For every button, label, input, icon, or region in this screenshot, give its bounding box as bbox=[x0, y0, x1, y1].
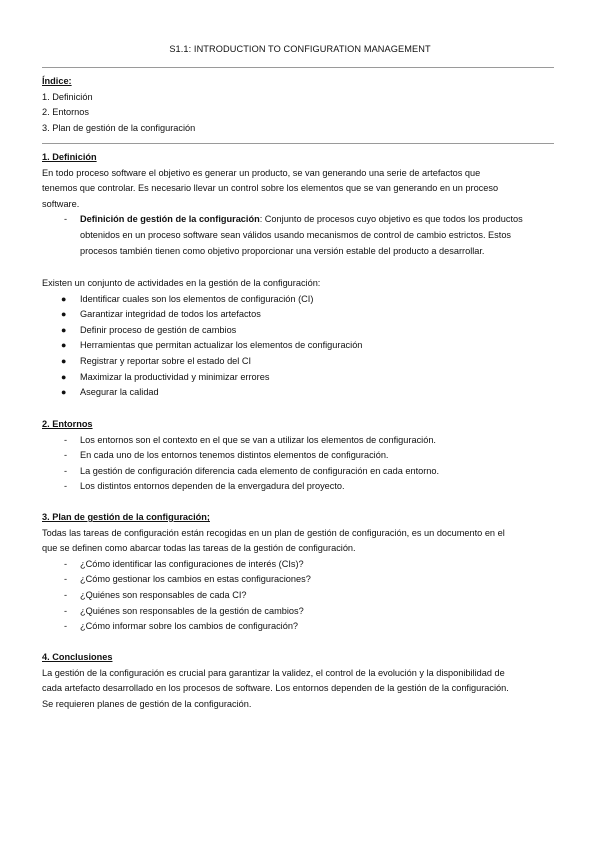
definition-line-2: obtenidos en un proceso software sean válidos usando mecanismos de control de cambio estrictos. Estos bbox=[80, 229, 512, 240]
dash-marker: - bbox=[64, 589, 68, 600]
dash-marker: - bbox=[64, 621, 68, 632]
section1-intro-line-3: software. bbox=[42, 198, 80, 209]
plan-question-item bbox=[42, 619, 554, 635]
dash-marker: - bbox=[64, 481, 68, 492]
plan-question-text: ¿Quiénes son responsables de cada CI? bbox=[80, 589, 247, 600]
entornos-text: Los distintos entornos dependen de la envergadura del proyecto. bbox=[80, 481, 345, 492]
entornos-item bbox=[42, 448, 554, 464]
section2-heading: 2. Entornos bbox=[42, 419, 93, 429]
plan-question-item bbox=[42, 572, 554, 588]
dash-marker: - bbox=[64, 605, 68, 616]
activities-section bbox=[42, 276, 554, 401]
bullet-icon: ● bbox=[61, 309, 67, 320]
conclusion-line-1: La gestión de la configuración es crucial para garantizar la validez, el control de la evolución y la disponibilidad de bbox=[42, 667, 505, 678]
section-plan bbox=[42, 510, 554, 635]
activity-text: Garantizar integridad de todos los artefactos bbox=[80, 309, 261, 320]
activity-text: Maximizar la productividad y minimizar errores bbox=[80, 371, 270, 382]
section1-intro-line-2: tenemos que controlar. Es necesario llevar un control sobre los elementos que se van generando en un proceso bbox=[42, 183, 499, 194]
bullet-icon: ● bbox=[61, 324, 67, 335]
section-conclusiones bbox=[42, 650, 554, 712]
definition-item bbox=[42, 212, 554, 259]
index-item-2: 2. Entornos bbox=[42, 107, 89, 118]
activities-list bbox=[42, 292, 554, 401]
index-heading: Índice: bbox=[42, 76, 72, 86]
dash-marker: - bbox=[64, 465, 68, 476]
dash-marker: - bbox=[64, 450, 68, 461]
activity-text: Definir proceso de gestión de cambios bbox=[80, 324, 237, 335]
activity-item bbox=[42, 338, 554, 354]
bullet-icon: ● bbox=[61, 293, 67, 304]
bullet-icon: ● bbox=[61, 387, 67, 398]
entornos-text: Los entornos son el contexto en el que se van a utilizar los elementos de configuración. bbox=[80, 434, 436, 445]
section1-intro-line-1: En todo proceso software el objetivo es generar un producto, se van generando una serie de artefactos que bbox=[42, 167, 481, 178]
index-item-1: 1. Definición bbox=[42, 91, 93, 102]
definition-line-3: procesos también tienen como objetivo proporcionar una versión estable del producto a desarrollar. bbox=[80, 245, 485, 256]
activity-text: Herramientas que permitan actualizar los elementos de configuración bbox=[80, 340, 363, 351]
entornos-text: La gestión de configuración diferencia cada elemento de configuración en cada entorno. bbox=[80, 465, 440, 476]
activity-text: Asegurar la calidad bbox=[80, 387, 159, 398]
plan-question-text: ¿Cómo gestionar los cambios en estas configuraciones? bbox=[80, 574, 311, 585]
activity-item bbox=[42, 307, 554, 323]
bullet-icon: ● bbox=[61, 371, 67, 382]
plan-question-text: ¿Cómo identificar las configuraciones de interés (CIs)? bbox=[80, 558, 304, 569]
activity-text: Registrar y reportar sobre el estado del CI bbox=[80, 355, 252, 366]
plan-question-item bbox=[42, 557, 554, 573]
activity-text: Identificar cuales son los elementos de configuración (CI) bbox=[80, 293, 314, 304]
entornos-item bbox=[42, 433, 554, 449]
bullet-icon: ● bbox=[61, 340, 67, 351]
section3-intro-line-1: Todas las tareas de configuración están recogidas en un plan de gestión de configuración, es un documento en el bbox=[42, 527, 505, 538]
activity-item bbox=[42, 292, 554, 308]
plan-question-text: ¿Cómo informar sobre los cambios de configuración? bbox=[80, 621, 299, 632]
activity-item bbox=[42, 385, 554, 401]
section3-heading: 3. Plan de gestión de la configuración; bbox=[42, 512, 210, 522]
dash-marker: - bbox=[64, 214, 68, 225]
plan-question-item bbox=[42, 604, 554, 620]
index-item-3: 3. Plan de gestión de la configuración bbox=[42, 122, 196, 133]
activity-item bbox=[42, 370, 554, 386]
dash-marker: - bbox=[64, 434, 68, 445]
entornos-text: En cada uno de los entornos tenemos distintos elementos de configuración. bbox=[80, 450, 389, 461]
entornos-list bbox=[42, 433, 554, 495]
activity-item bbox=[42, 323, 554, 339]
activities-intro: Existen un conjunto de actividades en la gestión de la configuración: bbox=[42, 278, 321, 288]
section-entornos bbox=[42, 417, 554, 495]
definition-term: Definición de gestión de la configuración bbox=[80, 214, 260, 225]
index-section bbox=[42, 74, 554, 136]
section1-heading: 1. Definición bbox=[42, 152, 97, 162]
section4-heading: 4. Conclusiones bbox=[42, 652, 113, 662]
section-definicion bbox=[42, 150, 554, 259]
definition-first-line: : Conjunto de procesos cuyo objetivo es que todos los productos bbox=[259, 214, 523, 225]
section3-intro-line-2: que se definen como abarcar todas las tareas de la gestión de configuración. bbox=[42, 543, 356, 554]
conclusion-line-2: cada artefacto desarrollado en los procesos de software. Los entornos dependen de la gestión de la configuración. bbox=[42, 683, 509, 694]
plan-question-text: ¿Quiénes son responsables de la gestión de cambios? bbox=[80, 605, 304, 616]
index-divider bbox=[42, 143, 554, 144]
dash-marker: - bbox=[64, 558, 68, 569]
header-divider bbox=[42, 67, 554, 68]
activity-item bbox=[42, 354, 554, 370]
conclusion-line-3: Se requieren planes de gestión de la configuración. bbox=[42, 698, 252, 709]
document-header-title: S1.1: INTRODUCTION TO CONFIGURATION MANAGEMENT bbox=[169, 44, 431, 54]
plan-questions-list bbox=[42, 557, 554, 635]
bullet-icon: ● bbox=[61, 355, 67, 366]
dash-marker: - bbox=[64, 574, 68, 585]
plan-question-item bbox=[42, 588, 554, 604]
entornos-item bbox=[42, 464, 554, 480]
definition-list bbox=[42, 212, 554, 259]
entornos-item bbox=[42, 479, 554, 495]
